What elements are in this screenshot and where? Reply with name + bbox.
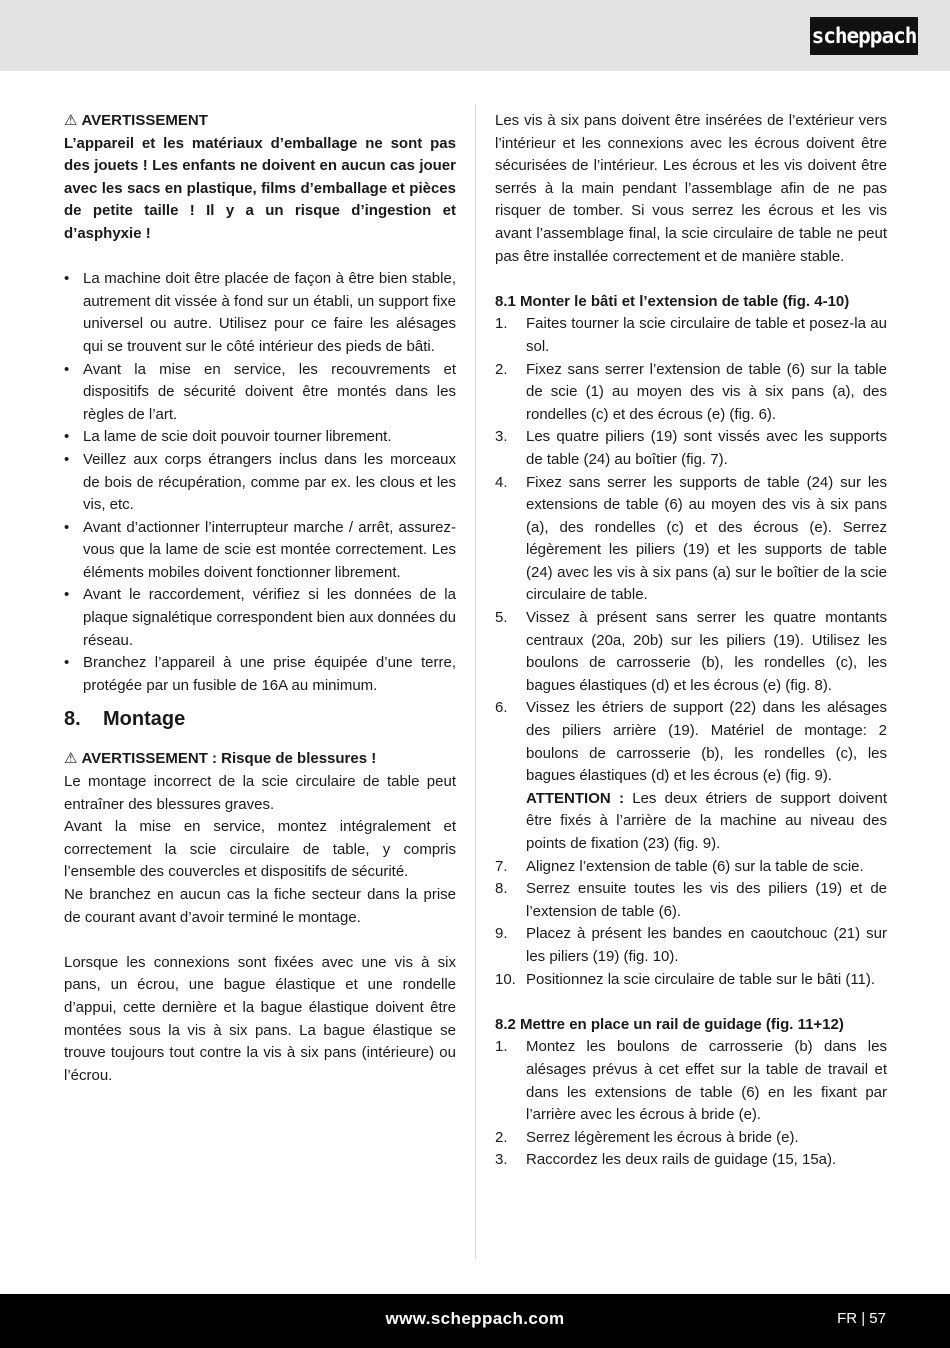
list-item: 10. Positionnez la scie circulaire de table sur le bâti (11). (495, 970, 876, 988)
header-bar (0, 0, 950, 71)
warning-title: ⚠ AVERTISSEMENT : Risque de blessures ! (64, 748, 456, 771)
right-column (495, 110, 887, 1172)
list-item: 2. Fixez sans serrer l’extension de table (6) sur la table de scie (1) au moyen des vis à six pans (a), des rondelles (c) et des écrous (e) (fig. 6). (495, 360, 887, 423)
list-item: 8. Serrez ensuite toutes les vis des piliers (19) et de l’extension de table (6). (495, 880, 887, 920)
footer-bar (0, 1294, 950, 1348)
list-item: • Branchez l’appareil à une prise équipée d’une terre, protégée par un fusible de 16A au minimum. (64, 654, 456, 694)
paragraph: Avant la mise en service, montez intégralement et correctement la scie circulaire de table, y compris l’ensemble des couvercles et dispositifs de sécurité. (64, 818, 456, 881)
numbered-list (495, 313, 887, 991)
page-number: FR | 57 (837, 1310, 886, 1327)
subsection-heading: 8.1 Monter le bâti et l’extension de table (fig. 4-10) (495, 292, 850, 310)
list-item: • Avant la mise en service, les recouvrements et dispositifs de sécurité doivent être montés dans les règles de l’art. (64, 360, 456, 423)
website-link[interactable]: www.scheppach.com (385, 1309, 565, 1328)
bullet-list (64, 268, 456, 697)
attention-note: ATTENTION : Les deux étriers de support doivent être fixés à l’arrière de la machine au niveau des points de fixation (23) (fig. 9). (526, 789, 888, 852)
warning-triangle-icon: ⚠ (64, 750, 78, 768)
list-item: 6. Vissez les étriers de support (22) dans les alésages des piliers arrière (19). Matériel de montage: 2 boulons de carrosserie (b), les rondelles (c), les bagues élastiques (d) et les écrous (e) (fig. 9). (495, 699, 887, 785)
list-item: • La lame de scie doit pouvoir tourner librement. (64, 428, 392, 446)
section-heading: 8. Montage (64, 708, 186, 731)
brand-logo: scheppach (810, 17, 918, 55)
list-item: 7. Alignez l’extension de table (6) sur la table de scie. (495, 857, 864, 875)
list-item: 1. Montez les boulons de carrosserie (b) dans les alésages prévus à cet effet sur la table de travail et dans les extensions de table (6) en les fixant par l’arrière avec les écrous à bride (e). (495, 1038, 887, 1124)
list-item: • Avant le raccordement, vérifiez si les données de la plaque signalétique correspondent bien aux données du réseau. (64, 586, 456, 649)
list-item: 9. Placez à présent les bandes en caoutchouc (21) sur les piliers (19) (fig. 10). (495, 925, 887, 965)
list-item: • La machine doit être placée de façon à être bien stable, autrement dit vissée à fond sur un établi, un support fixe universel ou autre. Utilisez pour ce faire les alésages qui se trouvent sur le côté intérieur des pieds de bâti. (64, 270, 456, 355)
paragraph: Le montage incorrect de la scie circulaire de table peut entraîner des blessures graves. (64, 773, 456, 813)
warning-text: L’appareil et les matériaux d’emballage ne sont pas des jouets ! Les enfants ne doivent en aucun cas jouer avec les sacs en plastique, films d’emballage et pièces de petite taille ! Il y a un risque d’ingestion et d’asphyxie ! (64, 134, 456, 242)
column-divider (475, 104, 476, 1259)
list-item: • Avant d’actionner l’interrupteur marche / arrêt, assurez-vous que la lame de scie est montée correctement. Les éléments mobiles doivent fonctionner librement. (64, 518, 456, 581)
list-item: • Veillez aux corps étrangers inclus dans les morceaux de bois de récupération, comme par ex. les clous et les vis, etc. (64, 450, 456, 514)
list-item: 4. Fixez sans serrer les supports de table (24) sur les extensions de table (6) au moyen des vis à six pans (a), des rondelles (c) et des écrous (e). Serrez légèrement les piliers (19) et les supports de table (24) avec les vis à six pans (a) sur le boîtier de la scie circulaire de table. (495, 473, 887, 604)
subsection-heading: 8.2 Mettre en place un rail de guidage (fig. 11+12) (495, 1015, 844, 1033)
paragraph: Les vis à six pans doivent être insérées de l’extérieur vers l’intérieur et les connexions avec les écrous doivent être sécurisées de l’intérieur. Les écrous et les vis doivent être serrés à la main pendant l’assemblage afin de ne pas risquer de tomber. Si vous serrez les écrous et les vis avant l’assemblage final, la scie circulaire de table ne peut pas être installée correctement et de manière stable. (495, 112, 887, 265)
list-item: 2. Serrez légèrement les écrous à bride (e). (495, 1128, 799, 1146)
warning-triangle-icon: ⚠ (64, 112, 78, 129)
paragraph: Lorsque les connexions sont fixées avec une vis à six pans, un écrou, une bague élastique et une rondelle d’appui, cette dernière et la bague élastique doivent être montées sous la vis à six pans. La bague élastique se trouve toujours tout contre la vis à six pans (intérieure) ou l’écrou. (64, 953, 456, 1084)
list-item: 5. Vissez à présent sans serrer les quatre montants centraux (20a, 20b) sur les piliers (19). Utilisez les boulons de carrosserie (b), les rondelles (c), les bagues élastiques (d) et les écrous (e) (fig. 8). (495, 609, 887, 694)
numbered-list (495, 1036, 887, 1172)
list-item: 3. Les quatre piliers (19) sont vissés avec les supports de table (24) au boîtier (fig. 7). (495, 428, 887, 468)
left-column (64, 110, 456, 1087)
paragraph: Ne branchez en aucun cas la fiche secteur dans la prise de courant avant d’avoir terminé le montage. (64, 886, 456, 926)
list-item: 3. Raccordez les deux rails de guidage (15, 15a). (495, 1151, 837, 1169)
warning-title: ⚠ AVERTISSEMENT (64, 110, 456, 133)
list-item: 1. Faites tourner la scie circulaire de table et posez-la au sol. (495, 315, 887, 355)
